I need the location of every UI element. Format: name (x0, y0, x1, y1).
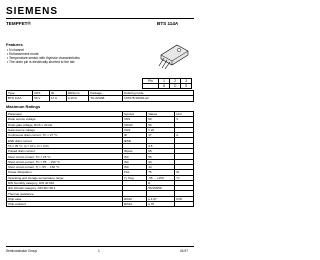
ratings-header: Parameter (7, 112, 123, 117)
ratings-header: Symbol (122, 112, 146, 117)
ratings-cell: 68 (147, 149, 175, 154)
footer-divider (6, 246, 194, 247)
ratings-cell: ISC (122, 154, 146, 159)
to220-package-drawing (157, 39, 191, 69)
ratings-cell: Chip-ambient (7, 202, 123, 207)
ratings-cell: Drain-gate voltage, RGS = 20 kΩ (7, 122, 123, 127)
ordering-cell: 17 A (50, 96, 67, 101)
ratings-cell: ESD drain current (7, 138, 123, 143)
part-number: BTS 114A (157, 21, 179, 26)
ratings-cell: ± 20 (147, 127, 175, 132)
features-heading: Features (6, 42, 23, 47)
feature-item: • The drain pin is electrically shorted to the tab (7, 60, 80, 64)
ratings-cell: 14 (147, 164, 175, 169)
ratings-cell: -55 ... +150 (147, 175, 175, 180)
ratings-cell: W (175, 170, 194, 175)
ratings-body (7, 117, 194, 207)
ratings-row (7, 202, 194, 207)
pin-cell (143, 84, 159, 89)
pin-cell: 2 (170, 79, 181, 84)
ordering-header: VDS (33, 91, 50, 96)
ratings-cell: TA = 45 °C, tp = 10 s, D = 0.01 (7, 143, 123, 148)
ratings-cell: Gate-source voltage (7, 127, 123, 132)
pin-cell: G (158, 84, 169, 89)
ratings-cell: K/W (175, 196, 194, 201)
ratings-cell: 50 (147, 122, 175, 127)
ratings-cell: 55/150/56 (147, 186, 175, 191)
ratings-cell: ID (122, 133, 146, 138)
ratings-cell: VGS (122, 127, 146, 132)
ordering-header: RDS(on) (66, 91, 88, 96)
ordering-cell: TO-220AB (89, 96, 123, 101)
ratings-cell: E (147, 180, 175, 185)
max-ratings-heading: Maximum Ratings (6, 104, 41, 109)
ordering-header: Ordering Code (122, 91, 193, 96)
ratings-header: Values (147, 112, 175, 117)
ratings-cell: Short circuit current, Tj = -55 ... 150 °C (7, 164, 123, 169)
ratings-cell: °C (175, 175, 194, 180)
ratings-cell: Short circuit current, TC = 25 °C (7, 154, 123, 159)
ratings-cell: 44 (147, 159, 175, 164)
ratings-cell: 3.5 (147, 143, 175, 148)
ratings-cell: VDS (122, 117, 146, 122)
feature-item: • Enhancement mode (7, 52, 80, 56)
ratings-cell: 56 (147, 154, 175, 159)
ratings-cell: IDpuls (122, 149, 146, 154)
pin-table (142, 78, 192, 89)
ratings-cell: 17 (147, 133, 175, 138)
ratings-cell: Power dissipation (7, 170, 123, 175)
ratings-cell: A (175, 133, 194, 138)
ordering-cell: 0.10 Ω (66, 96, 88, 101)
ratings-cell: Ptot (122, 170, 146, 175)
header-divider (6, 18, 194, 19)
ratings-cell: 50 (147, 117, 175, 122)
ratings-cell: DIN humidity category, DIN 40 040 (7, 180, 123, 185)
ratings-cell: ISC (122, 159, 146, 164)
ratings-cell: 75 (147, 170, 175, 175)
footer-company: Semiconductor Group (6, 249, 38, 253)
product-line: TEMPFET® (6, 21, 31, 26)
max-ratings-table (6, 111, 194, 207)
ratings-cell: Drain source voltage (7, 117, 123, 122)
ordering-header: ID (50, 91, 67, 96)
ratings-cell: V (175, 117, 194, 122)
ordering-cell: C67078-S5004-A2 (122, 96, 193, 101)
ratings-header: Unit (175, 112, 194, 117)
ratings-cell: Continuous drain current, TC = 27 °C (7, 133, 123, 138)
ratings-cell: IEC climatic category, DIN IEC 68-1 (7, 186, 123, 191)
ordering-cell: BTS 114A (7, 96, 33, 101)
ratings-cell: Operating and storage temperature range (7, 175, 123, 180)
ratings-cell: ≤ 1.67 (147, 196, 175, 201)
pin-cell: 3 (181, 79, 192, 84)
ordering-cell: 50 V (33, 96, 50, 101)
pin-cell: D (170, 84, 181, 89)
feature-item: • Temperature sensor with thyristor characteristics (7, 56, 80, 60)
ordering-header: Type (7, 91, 33, 96)
ratings-cell: ≤ 75 (147, 202, 175, 207)
ratings-cell: ISC (122, 164, 146, 169)
ordering-table (6, 90, 194, 102)
ratings-cell: RthJA (122, 202, 146, 207)
ratings-cell: Chip case (7, 196, 123, 201)
pin-cell: 1 (158, 79, 169, 84)
ratings-cell (175, 202, 194, 207)
ordering-header: Package (89, 91, 123, 96)
ratings-cell: Tj, Tstg (122, 175, 146, 180)
features-list (7, 48, 80, 64)
feature-item: • N channel (7, 48, 80, 52)
footer-date: 04.97 (180, 249, 188, 253)
page-number: 1 (98, 249, 100, 253)
pin-cell: S (181, 84, 192, 89)
ratings-cell: Thermal resistance (7, 191, 123, 196)
ratings-cell: Pulsed drain current (7, 149, 123, 154)
ratings-cell: Short circuit current, TC = 85 ... 150 °C (7, 159, 123, 164)
ratings-cell: VDGR (122, 122, 146, 127)
ratings-cell: IESD (122, 138, 146, 143)
siemens-logo: SIEMENS (6, 6, 59, 17)
ratings-cell: RthJC (122, 196, 146, 201)
pin-cell: Pin (143, 79, 159, 84)
